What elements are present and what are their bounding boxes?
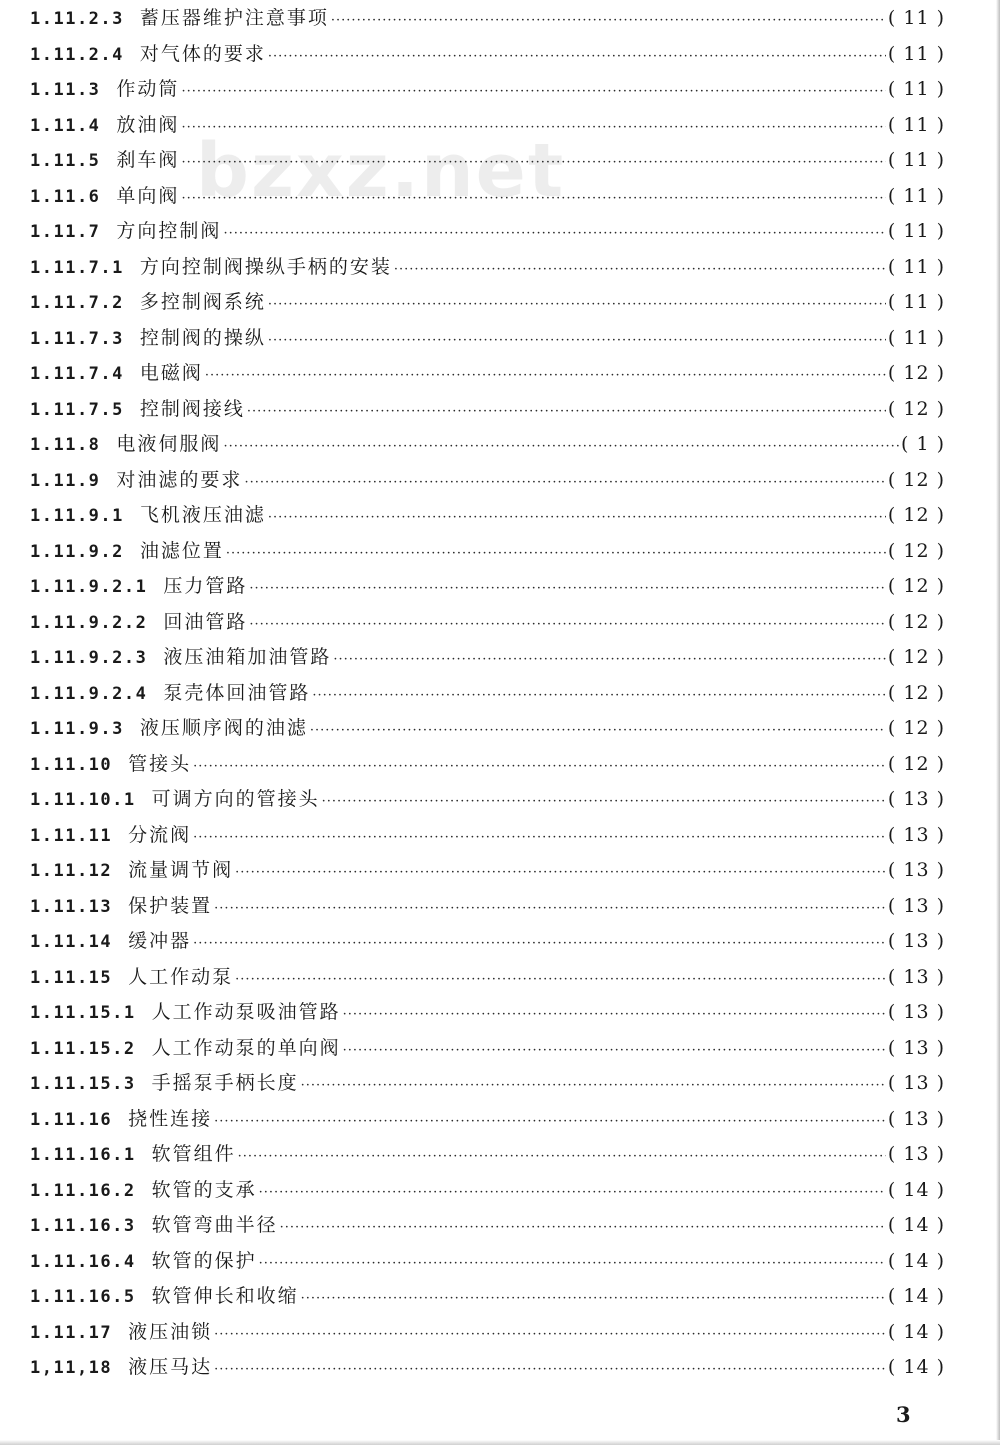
toc-entry	[30, 1246, 945, 1276]
toc-entry-number: 1.11.7.5	[30, 399, 124, 420]
toc-entry-title: 液压油锁	[128, 1320, 213, 1343]
toc-entry-number: 1.11.15.3	[30, 1074, 136, 1094]
toc-entry-number: 1.11.2.3	[30, 9, 124, 29]
toc-entry	[30, 855, 945, 885]
toc-entry-number: 1.11.7	[30, 222, 101, 242]
toc-entry-number: 1.11.16.3	[30, 1216, 136, 1236]
toc-entry-title: 刹车阀	[116, 149, 180, 171]
toc-entry-number: 1.11.6	[30, 186, 101, 207]
toc-entry-title: 对油滤的要求	[116, 468, 243, 491]
toc-entry-page: ( 13 )	[887, 1143, 945, 1165]
toc-dot-leader	[181, 113, 885, 143]
toc-dot-leader	[193, 823, 886, 853]
toc-entry-title: 单向阀	[116, 184, 180, 207]
toc-entry-number: 1.11.13	[30, 896, 113, 917]
toc-dot-leader	[322, 787, 886, 817]
toc-dot-leader	[235, 858, 886, 888]
toc-entry	[30, 1104, 945, 1134]
toc-entry-page: ( 11 )	[887, 326, 945, 349]
toc-entry-title: 电磁阀	[139, 362, 203, 384]
toc-entry-title: 软管的保护	[151, 1249, 257, 1272]
toc-entry-page: ( 14 )	[887, 1249, 945, 1272]
toc-entry-title: 人工作动泵	[128, 965, 234, 988]
toc-entry	[30, 713, 945, 743]
toc-entry-number: 1.11.9	[30, 470, 101, 491]
toc-entry	[30, 145, 945, 175]
toc-dot-leader	[226, 539, 886, 569]
toc-entry-title: 放油阀	[116, 113, 180, 136]
toc-dot-leader	[214, 1355, 886, 1385]
toc-entry-page: ( 12 )	[887, 681, 945, 704]
toc-entry-page: ( 14 )	[887, 1356, 945, 1378]
toc-entry-number: 1.11.16.2	[30, 1180, 136, 1201]
toc-entry-page: ( 11 )	[887, 220, 945, 242]
toc-entry-page: ( 12 )	[887, 717, 945, 739]
toc-entry-title: 挠性连接	[128, 1107, 213, 1130]
toc-dot-leader	[223, 219, 885, 249]
toc-entry-page: ( 13 )	[887, 1001, 945, 1023]
toc-dot-leader	[181, 148, 885, 178]
toc-entry-number: 1.11.7.4	[30, 364, 124, 384]
toc-entry	[30, 216, 945, 246]
toc-entry-page: ( 13 )	[887, 894, 945, 917]
toc-entry-title: 分流阀	[128, 823, 192, 846]
toc-dot-leader	[249, 610, 886, 640]
toc-dot-leader	[238, 1142, 886, 1172]
page-bottom-edge	[0, 1440, 1000, 1445]
toc-entry-page: ( 14 )	[887, 1214, 945, 1236]
toc-entry	[30, 1139, 945, 1169]
toc-entry-title: 控制阀的操纵	[139, 326, 266, 349]
toc-dot-leader	[268, 503, 886, 533]
toc-entry-title: 油滤位置	[139, 539, 224, 562]
toc-entry-page: ( 11 )	[887, 7, 945, 29]
toc-entry-title: 方向控制阀	[116, 220, 222, 242]
toc-entry-page: ( 11 )	[887, 255, 945, 278]
toc-entry-number: 1.11.9.2.1	[30, 577, 148, 597]
toc-entry-page: ( 11 )	[887, 42, 945, 65]
toc-entry-number: 1.11.7.3	[30, 328, 124, 349]
toc-entry	[30, 323, 945, 353]
toc-dot-leader	[247, 397, 886, 427]
toc-dot-leader	[394, 255, 886, 285]
toc-entry-title: 电液伺服阀	[116, 433, 222, 455]
toc-entry	[30, 642, 945, 672]
toc-entry-number: 1.11.8	[30, 435, 101, 455]
toc-entry-title: 软管的支承	[151, 1178, 257, 1201]
toc-entry	[30, 891, 945, 921]
toc-entry-page: ( 1 )	[901, 433, 945, 455]
toc-entry-title: 飞机液压油滤	[139, 504, 266, 526]
toc-entry-number: 1.11.9.1	[30, 506, 124, 526]
toc-entry-page: ( 12 )	[887, 575, 945, 597]
toc-entry-number: 1.11.12	[30, 861, 113, 881]
toc-dot-leader	[343, 1000, 886, 1030]
toc-entry	[30, 181, 945, 211]
toc-dot-leader	[268, 290, 886, 320]
toc-entry-number: 1.11.11	[30, 825, 113, 846]
toc-entry-title: 可调方向的管接头	[151, 788, 320, 810]
toc-entry	[30, 607, 945, 637]
toc-entry-number: 1.11.10.1	[30, 790, 136, 810]
toc-entry-page: ( 13 )	[887, 823, 945, 846]
toc-entry	[30, 287, 945, 317]
toc-entry	[30, 1210, 945, 1240]
toc-dot-leader	[268, 326, 886, 356]
toc-entry-title: 管接头	[128, 752, 192, 775]
toc-dot-leader	[223, 432, 899, 462]
toc-dot-leader	[244, 468, 885, 498]
toc-entry-page: ( 12 )	[887, 468, 945, 491]
page-number: 3	[896, 1402, 911, 1427]
toc-dot-leader	[301, 1071, 886, 1101]
toc-entry-title: 液压马达	[128, 1356, 213, 1378]
toc-entry-page: ( 12 )	[887, 752, 945, 775]
toc-entry	[30, 678, 945, 708]
toc-entry-number: 1.11.9.2.4	[30, 683, 148, 704]
toc-dot-leader	[205, 361, 886, 391]
toc-dot-leader	[214, 1320, 886, 1350]
toc-entry-number: 1.11.16.4	[30, 1251, 136, 1272]
toc-entry-number: 1.11.2.4	[30, 44, 124, 65]
toc-entry-title: 液压顺序阀的油滤	[139, 717, 308, 739]
toc-entry-number: 1.11.16	[30, 1109, 113, 1130]
toc-entry-page: ( 13 )	[887, 859, 945, 881]
toc-entry-number: 1.11.16.5	[30, 1287, 136, 1307]
toc-dot-leader	[193, 752, 886, 782]
toc-entry-number: 1.11.9.2	[30, 541, 124, 562]
toc-dot-leader	[193, 929, 886, 959]
toc-dot-leader	[259, 1249, 886, 1279]
toc-entry-title: 软管组件	[151, 1143, 236, 1165]
toc-entry-page: ( 12 )	[887, 362, 945, 384]
toc-entry	[30, 465, 945, 495]
toc-entry	[30, 1175, 945, 1205]
toc-dot-leader	[343, 1036, 886, 1066]
toc-entry-number: 1.11.4	[30, 115, 101, 136]
toc-dot-leader	[310, 716, 886, 746]
toc-entry	[30, 820, 945, 850]
toc-dot-leader	[181, 184, 885, 214]
toc-entry	[30, 1317, 945, 1347]
toc-entry-title: 缓冲器	[128, 930, 192, 952]
toc-entry	[30, 429, 945, 459]
toc-entry-page: ( 11 )	[887, 184, 945, 207]
toc-dot-leader	[312, 681, 886, 711]
toc-entry	[30, 110, 945, 140]
toc-dot-leader	[331, 6, 886, 36]
toc-dot-leader	[214, 894, 886, 924]
toc-dot-leader	[333, 645, 886, 675]
toc-dot-leader	[235, 965, 886, 995]
toc-entry-number: 1.11.16.1	[30, 1145, 136, 1165]
toc-entry-title: 流量调节阀	[128, 859, 234, 881]
toc-entry-title: 液压油箱加油管路	[163, 646, 332, 668]
toc-entry	[30, 3, 945, 33]
toc-entry-title: 软管弯曲半径	[151, 1214, 278, 1236]
toc-entry-title: 软管伸长和收缩	[151, 1285, 299, 1307]
toc-entry-title: 对气体的要求	[139, 42, 266, 65]
toc-entry-title: 手摇泵手柄长度	[151, 1072, 299, 1094]
toc-entry-title: 保护装置	[128, 894, 213, 917]
toc-entry	[30, 394, 945, 424]
toc-entry	[30, 1033, 945, 1063]
toc-entry-page: ( 13 )	[887, 965, 945, 988]
toc-entry-title: 压力管路	[163, 575, 248, 597]
toc-entry-page: ( 11 )	[887, 291, 945, 313]
toc-entry-title: 回油管路	[163, 610, 248, 633]
toc-entry-number: 1.11.5	[30, 151, 101, 171]
toc-entry-page: ( 13 )	[887, 1072, 945, 1094]
toc-entry-number: 1.11.14	[30, 932, 113, 952]
toc-entry-page: ( 14 )	[887, 1320, 945, 1343]
toc-entry-page: ( 12 )	[887, 504, 945, 526]
toc-entry	[30, 997, 945, 1027]
toc-entry-title: 作动筒	[116, 78, 180, 100]
toc-dot-leader	[181, 77, 885, 107]
toc-entry-number: 1.11.9.3	[30, 719, 124, 739]
toc-entry-title: 蓄压器维护注意事项	[139, 7, 329, 29]
toc-entry-title: 人工作动泵的单向阀	[151, 1036, 341, 1059]
toc-entry-title: 人工作动泵吸油管路	[151, 1001, 341, 1023]
toc-entry-number: 1.11.9.2.2	[30, 612, 148, 633]
toc-entry-number: 1.11.7.2	[30, 293, 124, 313]
toc-entry-number: 1.11.9.2.3	[30, 648, 148, 668]
toc-entry-number: 1.11.10	[30, 754, 113, 775]
toc-dot-leader	[268, 42, 886, 72]
toc-entry	[30, 926, 945, 956]
toc-entry-number: 1.11.3	[30, 80, 101, 100]
toc-entry-number: 1.11.15.1	[30, 1003, 136, 1023]
page-edge-shadow	[996, 0, 1000, 1445]
toc-entry-page: ( 13 )	[887, 930, 945, 952]
toc-entry-page: ( 12 )	[887, 646, 945, 668]
toc-entry-number: 1.11.15.2	[30, 1038, 136, 1059]
toc-dot-leader	[249, 574, 886, 604]
toc-entry-number: 1.11.7.1	[30, 257, 124, 278]
toc-entry	[30, 74, 945, 104]
toc-entry	[30, 252, 945, 282]
toc-entry-title: 方向控制阀操纵手柄的安装	[139, 255, 392, 278]
toc-entry-page: ( 12 )	[887, 610, 945, 633]
toc-entry	[30, 749, 945, 779]
toc-entry-title: 多控制阀系统	[139, 291, 266, 313]
toc-entry-page: ( 13 )	[887, 1036, 945, 1059]
toc-entry-page: ( 11 )	[887, 149, 945, 171]
toc-entry	[30, 536, 945, 566]
toc-entry	[30, 500, 945, 530]
toc-entry-number: 1,11,18	[30, 1358, 113, 1378]
watermark: bzxz.net	[196, 128, 566, 214]
toc-entry-title: 控制阀接线	[139, 397, 245, 420]
toc-entry-page: ( 12 )	[887, 397, 945, 420]
toc-entry	[30, 962, 945, 992]
toc-entry-title: 泵壳体回油管路	[163, 681, 311, 704]
toc-entry-page: ( 11 )	[887, 78, 945, 100]
toc-dot-leader	[301, 1284, 886, 1314]
toc-entry-number: 1.11.15	[30, 967, 113, 988]
toc-entry-page: ( 11 )	[887, 113, 945, 136]
toc-entry	[30, 1281, 945, 1311]
toc-entry	[30, 571, 945, 601]
toc-dot-leader	[280, 1213, 886, 1243]
toc-entry	[30, 784, 945, 814]
toc-entry-page: ( 13 )	[887, 788, 945, 810]
toc-entry-page: ( 14 )	[887, 1285, 945, 1307]
toc-dot-leader	[259, 1178, 886, 1208]
toc-entry-number: 1.11.17	[30, 1322, 113, 1343]
toc-entry	[30, 39, 945, 69]
toc-entry	[30, 358, 945, 388]
toc-dot-leader	[214, 1107, 886, 1137]
toc-entry	[30, 1352, 945, 1382]
toc-entry-page: ( 14 )	[887, 1178, 945, 1201]
toc-entry-page: ( 13 )	[887, 1107, 945, 1130]
toc-entry	[30, 1068, 945, 1098]
toc-entry-page: ( 12 )	[887, 539, 945, 562]
